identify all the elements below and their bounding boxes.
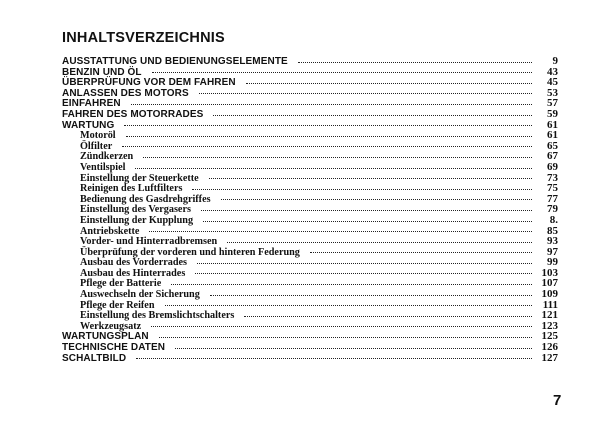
- toc-entry-label: Überprüfung der vorderen und hinteren Federung: [80, 246, 300, 258]
- page-title: INHALTSVERZEICHNIS: [62, 30, 225, 46]
- toc-entry-page: 45: [547, 76, 558, 89]
- toc-entry-page: 97: [547, 245, 558, 258]
- toc-entry: [62, 162, 558, 173]
- dot-leader: [143, 156, 532, 158]
- toc-entry-page: 79: [547, 203, 558, 216]
- toc-entry: [62, 257, 558, 268]
- toc-entry-label: FAHREN DES MOTORRADES: [62, 108, 204, 120]
- dot-leader: [131, 103, 532, 105]
- toc-entry: [62, 353, 558, 364]
- toc-entry: [62, 151, 558, 162]
- dot-leader: [122, 145, 532, 147]
- toc-entry: [62, 120, 558, 131]
- toc-entry-page: 126: [541, 341, 558, 354]
- toc-entry-label: WARTUNG: [62, 119, 115, 131]
- toc-entry: [62, 278, 558, 289]
- toc-entry-page: 69: [547, 160, 558, 173]
- toc-entry: [62, 289, 558, 300]
- toc-entry-page: 107: [541, 277, 558, 290]
- toc-entry-label: Einstellung der Kupplung: [80, 214, 194, 226]
- toc-entry-label: WARTUNGSPLAN: [62, 331, 149, 343]
- toc-entry-label: BENZIN UND ÖL: [62, 66, 142, 78]
- dot-leader: [221, 198, 532, 200]
- toc-entry-page: 67: [547, 150, 558, 163]
- toc-entry-label: Auswechseln der Sicherung: [80, 289, 200, 301]
- toc-entry-page: 8.: [549, 213, 558, 226]
- dot-leader: [171, 283, 532, 285]
- toc-entry-page: 43: [547, 65, 558, 78]
- dot-leader: [199, 92, 532, 94]
- toc-entry: [62, 215, 558, 226]
- toc-entry-label: ÜBERPRÜFUNG VOR DEM FAHREN: [62, 77, 236, 89]
- toc-entry: [62, 77, 558, 88]
- toc-entry-page: 123: [541, 319, 558, 332]
- dot-leader: [126, 135, 532, 137]
- dot-leader: [159, 336, 532, 338]
- toc-entry: [62, 342, 558, 353]
- toc-entry-page: 9: [552, 55, 558, 67]
- dot-leader: [201, 209, 532, 211]
- dot-leader: [203, 220, 532, 222]
- dot-leader: [149, 230, 532, 232]
- toc-entry-label: TECHNISCHE DATEN: [62, 342, 166, 354]
- toc-entry-label: Zündkerzen: [80, 151, 134, 163]
- toc-entry: [62, 56, 558, 67]
- toc-entry: [62, 236, 558, 247]
- dot-leader: [197, 262, 532, 264]
- dot-leader: [124, 124, 532, 126]
- toc-entry-page: 77: [547, 192, 558, 205]
- dot-leader: [246, 82, 532, 84]
- table-of-contents: [62, 56, 558, 363]
- toc-entry-page: 127: [541, 351, 558, 364]
- toc-entry-page: 73: [547, 171, 558, 184]
- toc-entry-label: Pflege der Batterie: [80, 278, 162, 290]
- dot-leader: [209, 177, 532, 179]
- toc-entry-label: Pflege der Reifen: [80, 299, 155, 311]
- toc-entry-label: Ventilspiel: [80, 161, 126, 173]
- dot-leader: [310, 251, 532, 253]
- toc-entry: [62, 310, 558, 321]
- dot-leader: [213, 114, 532, 116]
- dot-leader: [227, 241, 532, 243]
- toc-entry: [62, 300, 558, 311]
- toc-entry-page: 121: [541, 309, 558, 322]
- dot-leader: [192, 188, 532, 190]
- dot-leader: [135, 167, 532, 169]
- toc-entry-label: ANLASSEN DES MOTORS: [62, 87, 189, 99]
- toc-entry-page: 65: [547, 139, 558, 152]
- toc-entry-label: Vorder- und Hinterradbremsen: [80, 236, 218, 248]
- toc-entry: [62, 268, 558, 279]
- dot-leader: [136, 357, 532, 359]
- dot-leader: [152, 71, 532, 73]
- toc-entry: [62, 130, 558, 141]
- toc-entry: [62, 331, 558, 342]
- toc-entry-label: Antriebskette: [80, 225, 140, 237]
- toc-entry-page: 109: [541, 288, 558, 301]
- toc-entry: [62, 173, 558, 184]
- toc-entry: [62, 226, 558, 237]
- toc-entry-label: Ausbau des Vorderrades: [80, 257, 187, 269]
- toc-entry-label: Reinigen des Luftfilters: [80, 183, 183, 195]
- toc-entry: [62, 67, 558, 78]
- toc-entry-label: SCHALTBILD: [62, 352, 127, 364]
- dot-leader: [175, 347, 532, 349]
- dot-leader: [210, 294, 532, 296]
- dot-leader: [244, 315, 532, 317]
- dot-leader: [151, 325, 532, 327]
- toc-entry-label: Einstellung des Vergasers: [80, 204, 191, 216]
- toc-entry: [62, 109, 558, 120]
- toc-entry-page: 93: [547, 235, 558, 248]
- toc-entry-page: 103: [541, 266, 558, 279]
- toc-entry-page: 57: [547, 97, 558, 110]
- toc-entry-page: 61: [547, 129, 558, 142]
- toc-entry: [62, 321, 558, 332]
- toc-entry-label: AUSSTATTUNG UND BEDIENUNGSELEMENTE: [62, 56, 288, 67]
- toc-entry: [62, 183, 558, 194]
- toc-entry: [62, 88, 558, 99]
- toc-entry: [62, 247, 558, 258]
- toc-entry-label: Einstellung des Bremslichtschalters: [80, 310, 235, 322]
- toc-entry-page: 111: [542, 298, 558, 311]
- dot-leader: [298, 61, 532, 63]
- toc-entry-page: 99: [547, 256, 558, 269]
- toc-entry-label: EINFAHREN: [62, 98, 121, 110]
- toc-entry-page: 61: [547, 118, 558, 131]
- toc-entry-label: Einstellung der Steuerkette: [80, 172, 199, 184]
- toc-entry-page: 53: [547, 86, 558, 99]
- dot-leader: [195, 272, 532, 274]
- toc-entry-label: Motoröl: [80, 130, 116, 142]
- toc-entry-label: Ausbau des Hinterrades: [80, 267, 186, 279]
- toc-entry-label: Werkzeugsatz: [80, 320, 142, 332]
- toc-entry-page: 75: [547, 182, 558, 195]
- toc-entry: [62, 204, 558, 215]
- toc-entry-page: 85: [547, 224, 558, 237]
- toc-entry: [62, 141, 558, 152]
- toc-entry-page: 125: [541, 330, 558, 343]
- toc-entry-label: Bedienung des Gasdrehgriffes: [80, 193, 211, 205]
- toc-entry: [62, 98, 558, 109]
- toc-entry: [62, 194, 558, 205]
- dot-leader: [165, 304, 533, 306]
- toc-entry-label: Ölfilter: [80, 140, 113, 152]
- toc-entry-page: 59: [547, 107, 558, 120]
- page-number: 7: [553, 392, 562, 409]
